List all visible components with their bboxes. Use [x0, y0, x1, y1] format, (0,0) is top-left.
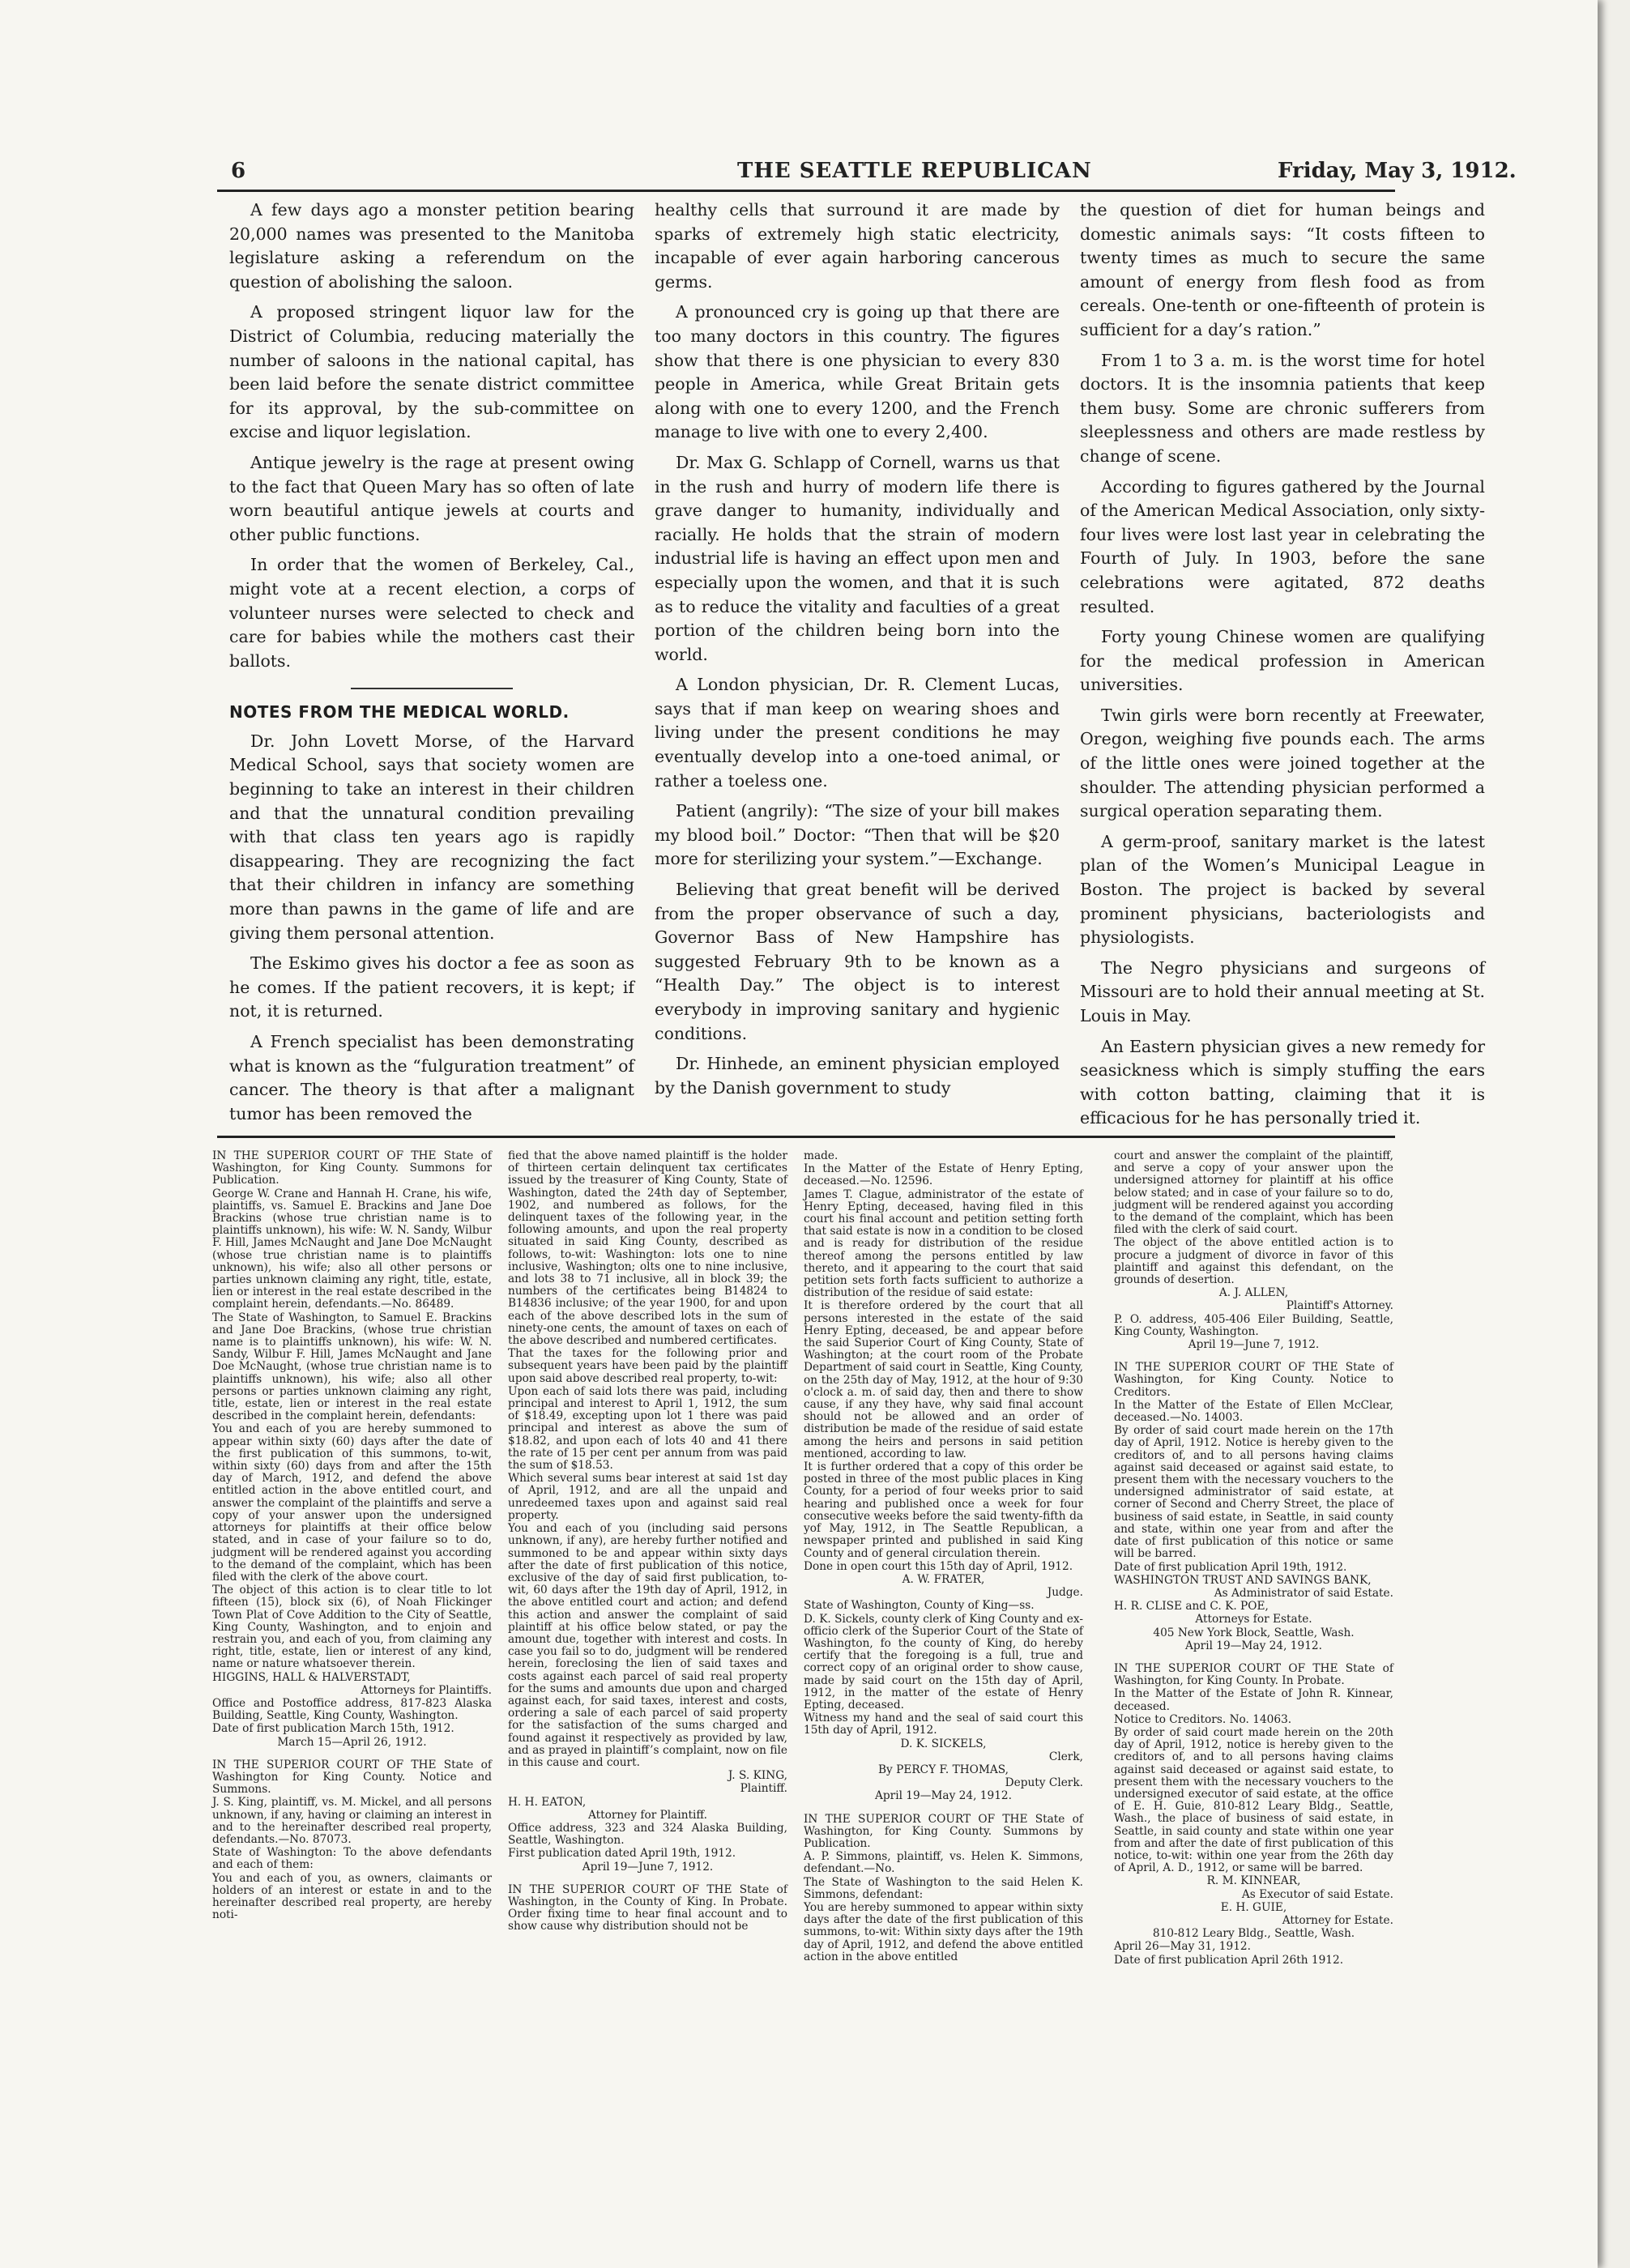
- paragraph: Twin girls were born recently at Freewater, Oregon, weighing five pounds each. The arms of the little ones were joined together at the shoulder. The attending physician performed a surgical operation separating them.: [1080, 705, 1485, 821]
- legal-notices-column-2: [508, 1150, 787, 1934]
- section-heading: NOTES FROM THE MEDICAL WORLD.: [229, 702, 570, 723]
- notice-text: You are hereby summoned to appear within sixty days after the date of the first publication of this summons, to-wit: Within sixty days after the 19th day of April, 1912, and defend the above entitled action in the above entitled: [804, 1900, 1083, 1963]
- notice-dates: April 19—June 7, 1912.: [1188, 1338, 1320, 1352]
- notice-heading: IN THE SUPERIOR COURT OF THE State of Washington, in the County of King. In Probate. Order fixing time to hear final account and to show cause why distribution should not be: [508, 1882, 787, 1933]
- notice-text: It is further ordered that a copy of this order be posted in three of the most public places in King County, for a period of four weeks prior to said hearing and published once a week for four consecutive weeks before the said twenty-fifth da yof May, 1912, in The Seattle Republican, a newspaper printed and published in said King County and of general circulation therein.: [804, 1460, 1083, 1560]
- legal-notices-column-4: [1114, 1150, 1393, 1967]
- notice-text: Date of first publication March 15th, 1912.: [212, 1722, 454, 1736]
- notice-signature: H. R. CLISE and C. K. POE,: [1114, 1600, 1269, 1614]
- notice-signature: D. K. SICKELS,: [900, 1737, 987, 1750]
- notice-signature-title: Plaintiff.: [740, 1782, 787, 1796]
- section-divider: [351, 688, 513, 689]
- notice-signature: R. M. KINNEAR,: [1206, 1874, 1301, 1888]
- notice-signature-title: Plaintiff's Attorney.: [1286, 1299, 1393, 1313]
- notice-dates: April 19—June 7, 1912.: [582, 1860, 714, 1874]
- legal-section-rule: [217, 1136, 1395, 1138]
- notice-text: Which several sums bear interest at said 1st day of April, 1912, and are all the unpaid and unredeemed taxes upon and against said real property.: [508, 1472, 787, 1522]
- paragraph: Patient (angrily): “The size of your bill makes my blood boil.” Doctor: “Then that will be $20 more for sterilizing your system.”—Exchange.: [655, 801, 1060, 869]
- notice-signature-title: Deputy Clerk.: [1005, 1776, 1083, 1790]
- notice-text: fied that the above named plaintiff is the holder of thirteen certain delinquent tax certificates issued by the treasurer of King County, State of Washington, dated the 24th day of September, 1902, and numbered as follows, for the delinquent taxes of the following year, in the following amounts, and upon the real property situated in said King County, described as follows, to-wit: Washington: lots one to nine inclusive, Washington; olts one to nine inclusive, and lots 38 to 71 inclusive, all in block 39; the numbers of the certificates being B14824 to B14836 inclusive; of the year 1900, for and upon each of the above described lots in the sum of ninety-one cents, the amount of taxes on each of the above described and numbered certificates.: [508, 1149, 787, 1348]
- notice-text: By order of said court made herein on the 17th day of April, 1912. Notice is hereby given to the creditors of, and to all persons having claims against said deceased or against said estate, to present them with the necessary vouchers to the undersigned administrator of said estate, at corner of Second and Cherry Street, the place of business of said estate, in Seattle, in said county and state, within one year from and after the date of first publication of this notice or same will be barred.: [1114, 1424, 1393, 1561]
- notice-text: James T. Clague, administrator of the estate of Henry Epting, deceased, having filed in this court his final account and petition setting forth that said estate is now in a condition to be closed and is ready for distribution of the residue thereof among the persons entitled by law thereto, and it appearing to the court that said petition sets forth facts sufficient to authorize a distribution of the residue of said estate:: [804, 1187, 1083, 1300]
- notice-signature-title: As Administrator of said Estate.: [1214, 1586, 1393, 1600]
- notice-text: The object of the above entitled action is to procure a judgment of divorce in favor of this plaintiff and against this defendant, on the grounds of desertion.: [1114, 1236, 1393, 1287]
- notice-heading: IN THE SUPERIOR COURT OF THE State of Washington, for King County. Summons for Publication.: [212, 1149, 492, 1187]
- masthead: THE SEATTLE REPUBLICAN: [737, 159, 1092, 183]
- notice-signature: WASHINGTON TRUST AND SAVINGS BANK,: [1114, 1573, 1372, 1587]
- notice-text: Notice to Creditors. No. 14063.: [1114, 1712, 1292, 1726]
- paragraph: A proposed stringent liquor law for the District of Columbia, reducing materially the number of saloons in the national capital, has been laid before the senate district committee for its approval, by the sub-committee on excise and liquor legislation.: [229, 302, 634, 442]
- notice-signature: A. W. FRATER,: [902, 1572, 985, 1586]
- notice-signature: HIGGINS, HALL & HALVERSTADT,: [212, 1670, 411, 1684]
- notice-signature-title: Attorney for Estate.: [1282, 1913, 1393, 1927]
- notice-text: A. P. Simmons, plaintiff, vs. Helen K. Simmons, defendant.—No.: [804, 1850, 1083, 1876]
- notice-text: J. S. King, plaintiff, vs. M. Mickel, and all persons unknown, if any, having or claiming an interest in and to the hereinafter described real property, defendants.—No. 87073.: [212, 1796, 492, 1846]
- notice-text: Office address, 323 and 324 Alaska Building, Seattle, Washington.: [508, 1821, 787, 1848]
- paragraph: From 1 to 3 a. m. is the worst time for hotel doctors. It is the insomnia patients that keep them busy. Some are chronic sufferers from sleeplessness and others are made restless by change of scene.: [1080, 350, 1485, 466]
- notice-text: You and each of you are hereby summoned to appear within sixty (60) days after the date of the first publication of this summons, to-wit, within sixty (60) days from and after the 15th day of March, 1912, and defend the above entitled action in the above entitled court, and answer the complaint of the plaintiffs and serve a copy of your answer upon the undersigned attorneys for plaintiffs at their office below stated, and in case of your failure so to do, judgment will be rendered against you according to the demand of the complaint, which has been filed with the clerk of the above court.: [212, 1422, 492, 1584]
- notice-text: That the taxes for the following prior and subsequent years have been paid by the plaintiff upon said above described real property, to-wit:: [508, 1347, 787, 1385]
- notice-signature-title: Attorneys for Estate.: [1195, 1613, 1312, 1626]
- notice-signature: E. H. GUIE,: [1220, 1900, 1287, 1914]
- notice-text: First publication dated April 19th, 1912.: [508, 1847, 736, 1861]
- paragraph: A French specialist has been demonstrating what is known as the “fulguration treatment” of cancer. The theory is that after a malignant tumor has been removed the: [229, 1032, 634, 1123]
- notice-heading: IN THE SUPERIOR COURT OF THE State of Washington, for King County. Summons by Publication.: [804, 1812, 1083, 1850]
- paragraph: In order that the women of Berkeley, Cal., might vote at a recent election, a corps of volunteer nurses were selected to check and care for babies while the mothers cast their ballots.: [229, 555, 634, 671]
- notice-signature: A. J. ALLEN,: [1218, 1286, 1289, 1300]
- article-column-3: [1080, 198, 1485, 1137]
- notice-text: Date of first publication April 26th 1912.: [1114, 1953, 1344, 1967]
- notice-text: made.: [804, 1149, 838, 1162]
- notice-text: You and each of you, as owners, claimants or holders of an interest or estate in and to the hereinafter described real property, are hereby noti-: [212, 1871, 492, 1922]
- paragraph: Dr. Max G. Schlapp of Cornell, warns us that in the rush and hurry of modern life there is grave danger to humanity, individually and racially. He holds that the strain of modern industrial life is having an effect upon men and especially upon the women, and that it is such as to reduce the vitality and faculties of a great portion of the children being born into the world.: [655, 452, 1060, 664]
- notice-signature: By PERCY F. THOMAS,: [878, 1763, 1009, 1776]
- notice-text: Upon each of said lots there was paid, including principal and interest to April 1, 1912, the sum of $18.49, excepting upon lot 1 there was paid principal and interest as above the sum of $18.82, and upon each of lots 40 and 41 there the rate of 15 per cent per annum from was paid the sum of $18.53.: [508, 1384, 787, 1473]
- paragraph: Forty young Chinese women are qualifying for the medical profession in American universities.: [1080, 627, 1485, 695]
- notice-text: The State of Washington to the said Helen K. Simmons, defendant:: [804, 1875, 1083, 1901]
- notice-signature-title: Attorney for Plaintiff.: [587, 1808, 708, 1822]
- page-number: 6: [231, 159, 246, 183]
- notice-dates: April 19—May 24, 1912.: [875, 1789, 1012, 1803]
- notice-text: State of Washington: To the above defendants and each of them:: [212, 1846, 492, 1872]
- header-rule: [217, 190, 1395, 192]
- notice-text: George W. Crane and Hannah H. Crane, his wife, plaintiffs, vs. Samuel E. Brackins and Jane Doe Brackins (whose true christian name is to plaintiffs unknown), his wife: W. N. Sandy, Wilbur F. Hill, James McNaught and Jane Doe McNaught (whose true christian name is to plaintiffs unknown), his wife; also all other persons or parties unknown claiming any right, title, estate, lien or interest in the real estate described in the complaint herein, defendants.—No. 86489.: [212, 1187, 492, 1311]
- notice-signature: J. S. KING,: [728, 1769, 787, 1783]
- paragraph: A few days ago a monster petition bearing 20,000 names was presented to the Manitoba legislature asking a referendum on the question of abolishing the saloon.: [229, 200, 634, 292]
- notice-text: Witness my hand and the seal of said court this 15th day of April, 1912.: [804, 1712, 1083, 1737]
- issue-date: Friday, May 3, 1912.: [1278, 159, 1517, 183]
- notice-text: In the Matter of the Estate of Ellen McClear, deceased.—No. 14003.: [1114, 1398, 1393, 1425]
- paragraph: healthy cells that surround it are made by sparks of extremely high static electricity, incapable of ever again harboring cancerous germs.: [655, 200, 1060, 292]
- notice-heading: IN THE SUPERIOR COURT OF THE State of Washington, for King County. Notice to Creditors.: [1114, 1361, 1393, 1399]
- notice-text: The State of Washington, to Samuel E. Brackins and Jane Doe Brackins, (whose true christian name is to plaintiffs unknown), his wife: W. N. Sandy, Wilbur F. Hill, James McNaught and Jane Doe McNaught, (whose true christian name is to plaintiffs unknown), his wife; also all other persons or parties unknown claiming any right, title, estate, lien or interest in the real estate described in the complaint herein, defendants:: [212, 1311, 492, 1423]
- notice-dates: March 15—April 26, 1912.: [277, 1735, 427, 1749]
- notice-heading: IN THE SUPERIOR COURT OF THE State of Washington for King County. Notice and Summons.: [212, 1758, 492, 1797]
- notice-text: In the Matter of the Estate of John R. Kinnear, deceased.: [1114, 1687, 1393, 1713]
- notice-text: court and answer the complaint of the plaintiff, and serve a copy of your answer upon the undersigned attorney for plaintiff at his office below stated; and in case of your failure so to do, judgment will be rendered against you according to the demand of the complaint, which has been filed with the clerk of said court.: [1114, 1149, 1393, 1237]
- legal-notices-column-3: [804, 1150, 1083, 1964]
- notice-signature-title: Attorneys for Plaintiffs.: [361, 1683, 492, 1697]
- notice-text: Date of first publication April 19th, 1912.: [1114, 1560, 1347, 1574]
- article-column-2: [655, 198, 1060, 1106]
- paragraph: the question of diet for human beings and domestic animals says: “It costs fifteen to twenty times as much to secure the same amount of energy from flesh food as from cereals. One-tenth or one-fifteenth of protein is sufficient for a day’s ration.”: [1080, 200, 1485, 339]
- paragraph: A pronounced cry is going up that there are too many doctors in this country. The figures show that there is one physician to every 830 people in America, while Great Britain gets along with one to every 1200, and the French manage to live with one to every 2,400.: [655, 302, 1060, 442]
- notice-text: State of Washington, County of King—ss.: [804, 1599, 1035, 1613]
- paragraph: A germ-proof, sanitary market is the latest plan of the Women’s Municipal League in Boston. The project is backed by several prominent physicians, bacteriologists and physiologists.: [1080, 831, 1485, 948]
- paragraph: According to figures gathered by the Journal of the American Medical Association, only sixty-four lives were lost last year in celebrating the Fourth of July. In 1903, before the sane celebrations were agitated, 872 deaths resulted.: [1080, 476, 1485, 616]
- notice-text: Done in open court this 15th day of April, 1912.: [804, 1559, 1073, 1573]
- notice-text: D. K. Sickels, county clerk of King County and ex-officio clerk of the Superior Court of the State of Washington, fo the county of King, do hereby certify that the foregoing is a full, true and correct copy of an original order to show cause, made by said court on the 15th day of April, 1912, in the matter of the estate of Henry Epting, deceased.: [804, 1612, 1083, 1712]
- notice-text: By order of said court made herein on the 20th day of April, 1912, notice is hereby given to the creditors of, and to all persons having claims against said deceased or against said estate, to present them with the necessary vouchers to the undersigned executor of said estate, at the office of E. H. Guie, 810-812 Leary Bldg., Seattle, Wash., the place of business of said estate, in Seattle, in said county and state within one year from and after the date of first publication of this notice, to-wit: within one year from the 26th day of April, A. D., 1912, or same will be barred.: [1114, 1725, 1393, 1875]
- paragraph: An Eastern physician gives a new remedy for seasickness which is simply stuffing the ears with cotton batting, claiming that it is efficacious for he has personally tried it.: [1080, 1036, 1485, 1128]
- notice-signature-title: Judge.: [1047, 1586, 1083, 1600]
- notice-text: It is therefore ordered by the court that all persons interested in the estate of the said Henry Epting, deceased, be and appear before the said Superior Court of King County, State of Washington; at the court room of the Probate Department of said court in Seattle, King County, on the 25th day of May, 1912, at the hour of 9:30 o'clock a. m. of said day, then and there to show cause, if any they have, why said final account should not be allowed and an order of distribution be made of the residue of said estate among the heirs and persons in said petition mentioned, according to law.: [804, 1299, 1083, 1460]
- article-column-1: [229, 198, 634, 1132]
- notice-dates: April 19—May 24, 1912.: [1185, 1639, 1322, 1652]
- paragraph: Dr. John Lovett Morse, of the Harvard Medical School, says that society women are beginning to take an interest in their children and that the unnatural condition prevailing with that class ten years ago is rapidly disappearing. They are recognizing the fact that their children in infancy are something more than pawns in the game of life and are giving them personal attention.: [229, 731, 634, 943]
- legal-notices-column-1: [212, 1150, 492, 1922]
- paragraph: The Negro physicians and surgeons of Missouri are to hold their annual meeting at St. Louis in May.: [1080, 957, 1485, 1025]
- paragraph: A London physician, Dr. R. Clement Lucas, says that if man keep on wearing shoes and living under the present conditions he may eventually develop into a one-toed animal, or rather a toeless one.: [655, 675, 1060, 791]
- notice-text: You and each of you (including said persons unknown, if any), are hereby further notified and summoned to be and appear within sixty days after the date of first publication of this notice, exclusive of the day of said first publication, to-wit, 60 days after the 19th day of April, 1912, in the above entitled court and action; and defend this action and answer the complaint of said plaintiff at his office below stated, or pay the amount due, together with interest and costs. In case you fail so to do, judgment will be rendered herein, foreclosing the lien of said taxes and costs against each parcel of said real property for the sums and amounts due upon and charged against each, for said taxes, interest and costs, ordering a sale of each parcel of said property for the satisfaction of the sums charged and found against it respectively as provided by law, and as prayed in plaintiff’s complaint, now on file in this cause and court.: [508, 1522, 787, 1769]
- notice-signature-title: Clerk,: [1048, 1750, 1083, 1763]
- notice-text: 405 New York Block, Seattle, Wash.: [1153, 1626, 1355, 1639]
- notice-text: Office and Postoffice address, 817-823 Alaska Building, Seattle, King County, Washington.: [212, 1696, 492, 1723]
- paragraph: Believing that great benefit will be derived from the proper observance of such a day, Governor Bass of New Hampshire has suggested February 9th to be known as a “Health Day.” The object is to interest everybody in improving sanitary and hygienic conditions.: [655, 880, 1060, 1043]
- notice-signature: H. H. EATON,: [508, 1795, 587, 1809]
- notice-signature-title: As Executor of said Estate.: [1241, 1887, 1393, 1901]
- notice-text: 810-812 Leary Bldg., Seattle, Wash.: [1152, 1927, 1355, 1941]
- paragraph: Dr. Hinhede, an eminent physician employed by the Danish government to study: [655, 1054, 1060, 1098]
- notice-text: P. O. address, 405-406 Eiler Building, Seattle, King County, Washington.: [1114, 1312, 1393, 1338]
- paragraph: Antique jewelry is the rage at present owing to the fact that Queen Mary has so often of late worn beautiful antique jewels at courts and other public functions.: [229, 452, 634, 544]
- page-header: [0, 159, 1598, 191]
- notice-heading: IN THE SUPERIOR COURT OF THE State of Washington, for King County. In Probate.: [1114, 1661, 1393, 1688]
- notice-dates: April 26—May 31, 1912.: [1114, 1940, 1251, 1954]
- notice-text: The object of this action is to clear title to lot fifteen (15), block six (6), of Noah Flickinger Town Plat of Cove Addition to the City of Seattle, King County, Washington, and to enjoin and restrain you, and each of you, from claiming any right, title, estate, lien or interest of any kind, name or nature whatsoever therein.: [212, 1584, 492, 1671]
- paragraph: The Eskimo gives his doctor a fee as soon as he comes. If the patient recovers, it is kept; if not, it is returned.: [229, 953, 634, 1021]
- notice-text: In the Matter of the Estate of Henry Epting, deceased.—No. 12596.: [804, 1162, 1083, 1188]
